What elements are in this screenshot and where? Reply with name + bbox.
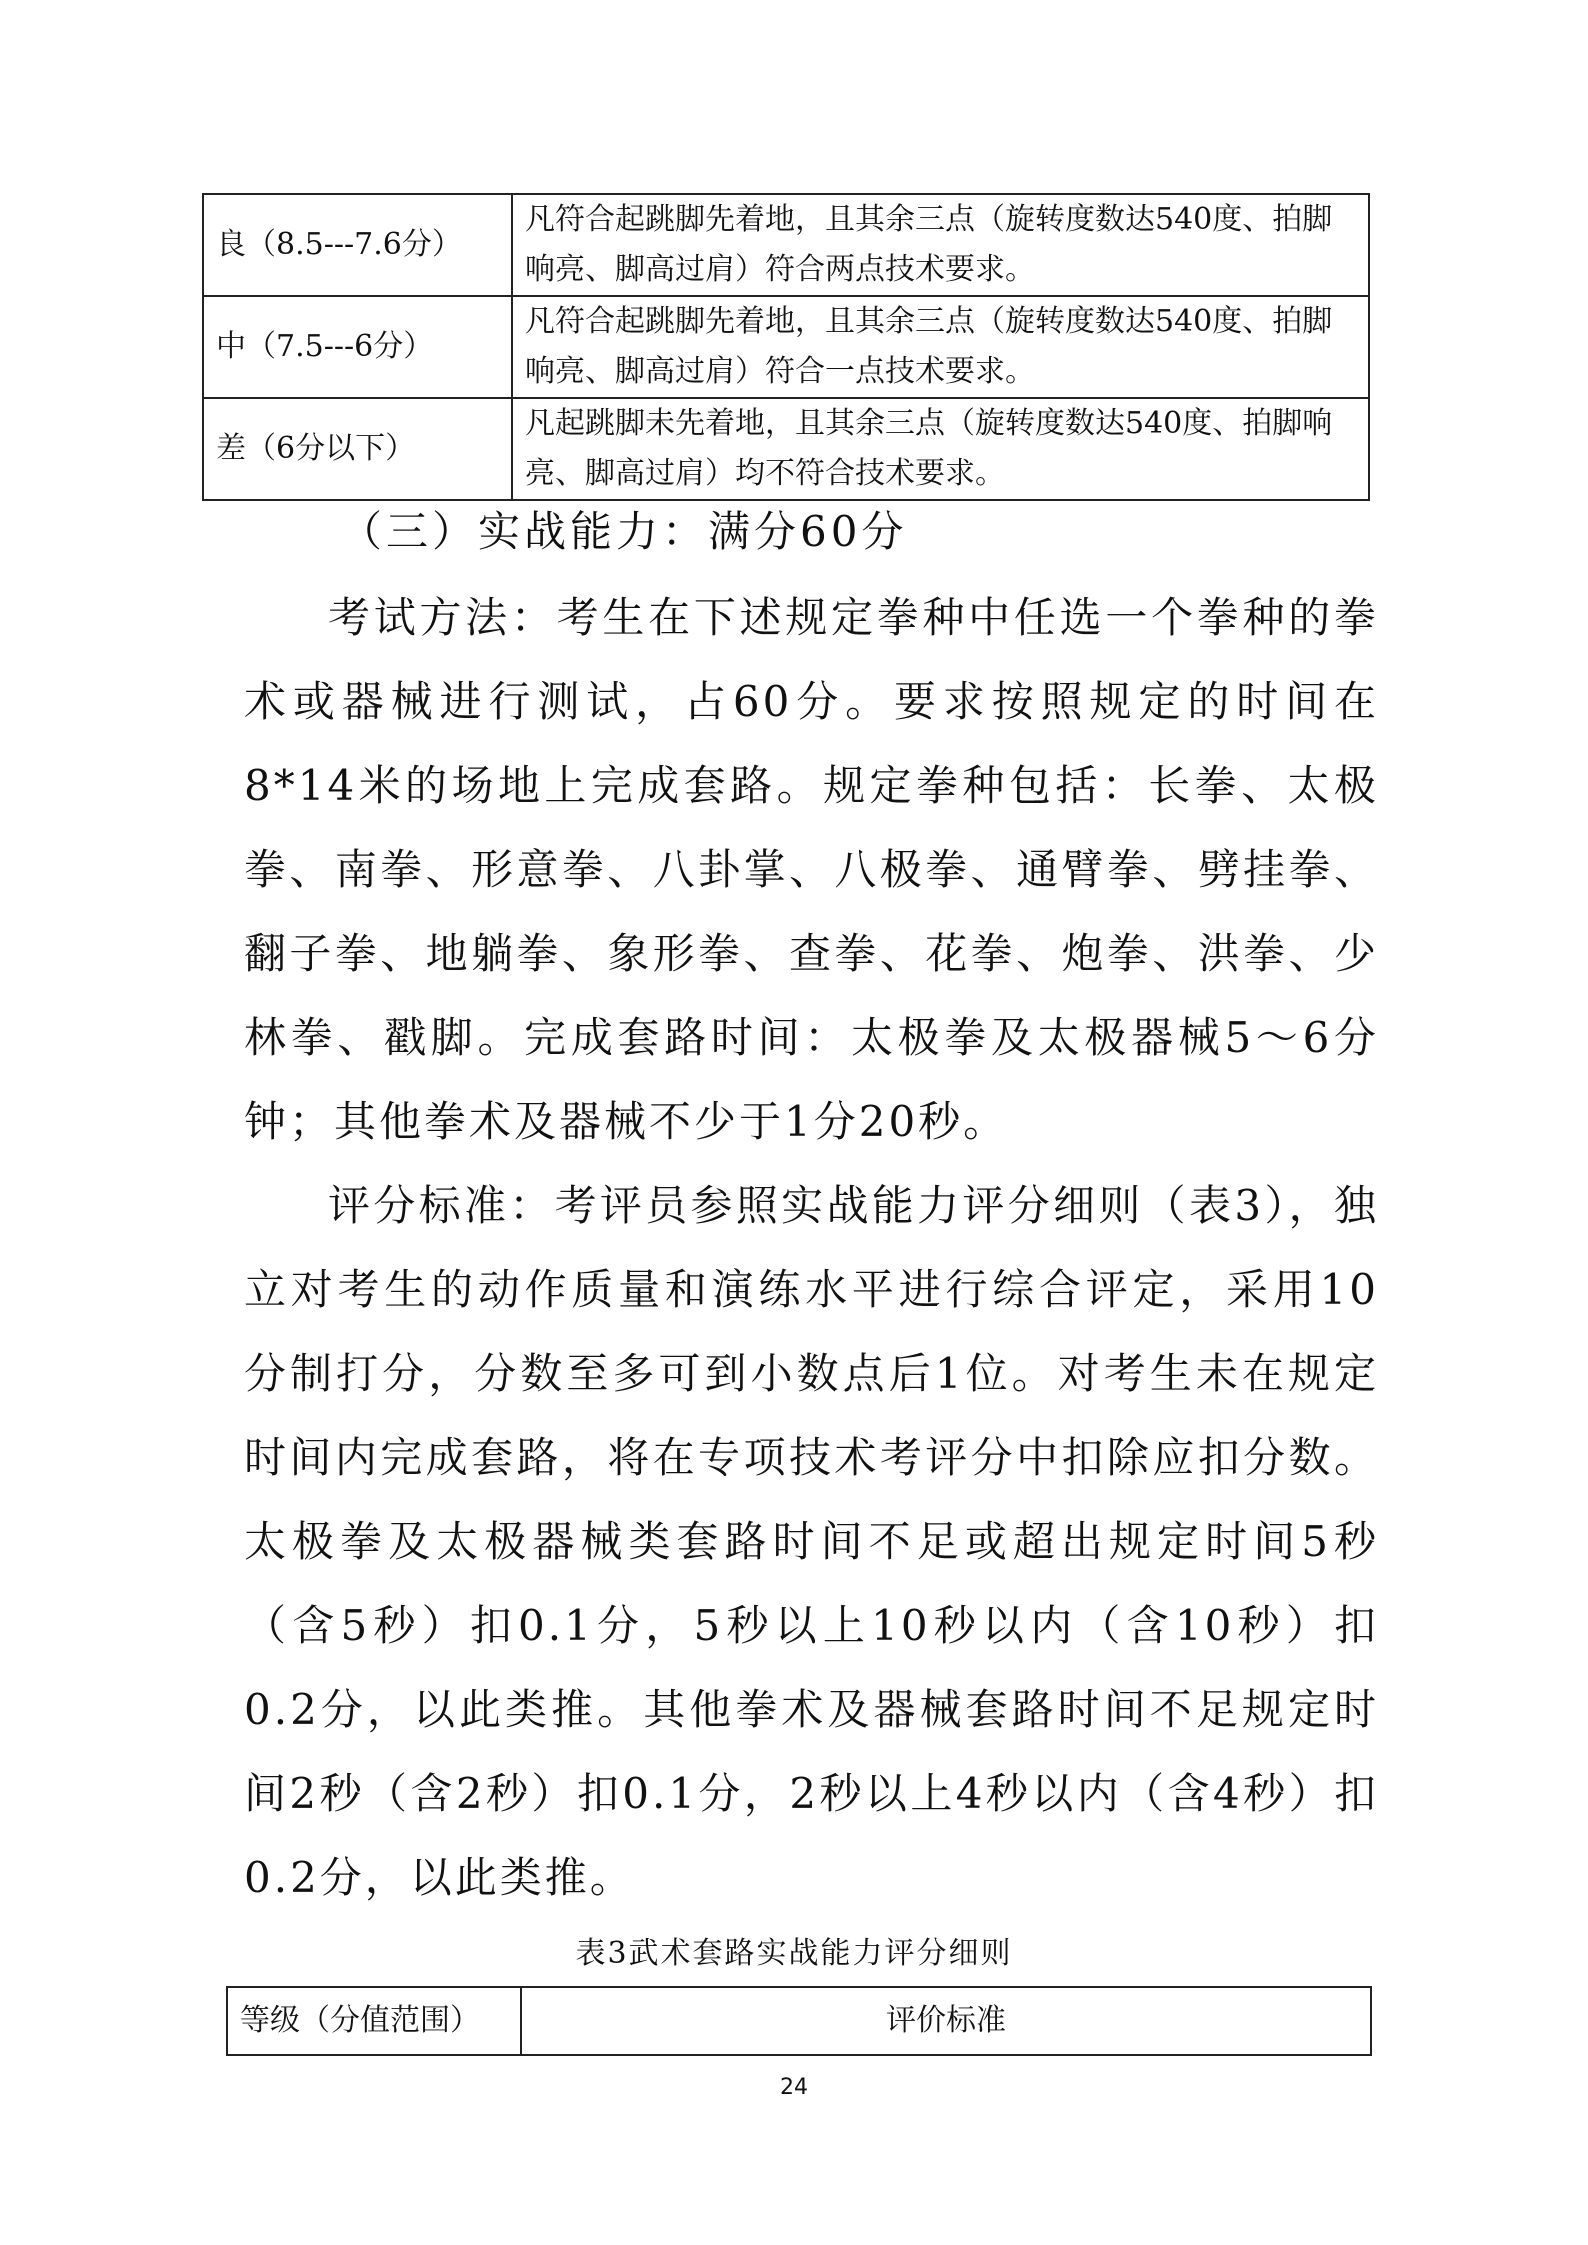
criteria-cell: 凡符合起跳脚先着地，且其余三点（旋转度数达540度、拍脚响亮、脚高过肩）符合两点技术要求。 <box>512 194 1369 296</box>
header-criteria-cell: 评价标准 <box>521 1987 1371 2055</box>
table-caption: 表3武术套路实战能力评分细则 <box>575 1936 1013 1971</box>
table3-header <box>226 1986 1372 2056</box>
table-row <box>203 296 1369 398</box>
table-row <box>203 194 1369 296</box>
grade-cell: 差（6分以下） <box>203 398 512 500</box>
criteria-cell: 凡起跳脚未先着地，且其余三点（旋转度数达540度、拍脚响亮、脚高过肩）均不符合技术要求。 <box>512 398 1369 500</box>
page-number: 24 <box>780 2075 808 2100</box>
criteria-cell: 凡符合起跳脚先着地，且其余三点（旋转度数达540度、拍脚响亮、脚高过肩）符合一点技术要求。 <box>512 296 1369 398</box>
header-grade-cell: 等级（分值范围） <box>227 1987 521 2055</box>
section-heading: （三）实战能力：满分60分 <box>340 507 908 556</box>
exam-method-paragraph: 考试方法：考生在下述规定拳种中任选一个拳种的拳术或器械进行测试，占60分。要求按照规定的时间在8*14米的场地上完成套路。规定拳种包括：长拳、太极拳、南拳、形意拳、八卦掌、八极拳、通臂拳、劈挂拳、翻子拳、地躺拳、象形拳、查拳、花拳、炮拳、洪拳、少林拳、戳脚。完成套路时间：太极拳及太极器械5～6分钟；其他拳术及器械不少于1分20秒。 <box>244 593 1379 1146</box>
table-header-row <box>227 1987 1371 2055</box>
scoring-standard-paragraph: 评分标准：考评员参照实战能力评分细则（表3），独立对考生的动作质量和演练水平进行综合评定，采用10分制打分，分数至多可到小数点后1位。对考生未在规定时间内完成套路，将在专项技术考评分中扣除应扣分数。太极拳及太极器械类套路时间不足或超出规定时间5秒（含5秒）扣0.1分，5秒以上10秒以内（含10秒）扣0.2分，以此类推。其他拳术及器械套路时间不足规定时间2秒（含2秒）扣0.1分，2秒以上4秒以内（含4秒）扣0.2分，以此类推。 <box>244 1181 1379 1902</box>
grading-table <box>202 193 1370 501</box>
grade-cell: 良（8.5---7.6分） <box>203 194 512 296</box>
table-row <box>203 398 1369 500</box>
grade-cell: 中（7.5---6分） <box>203 296 512 398</box>
